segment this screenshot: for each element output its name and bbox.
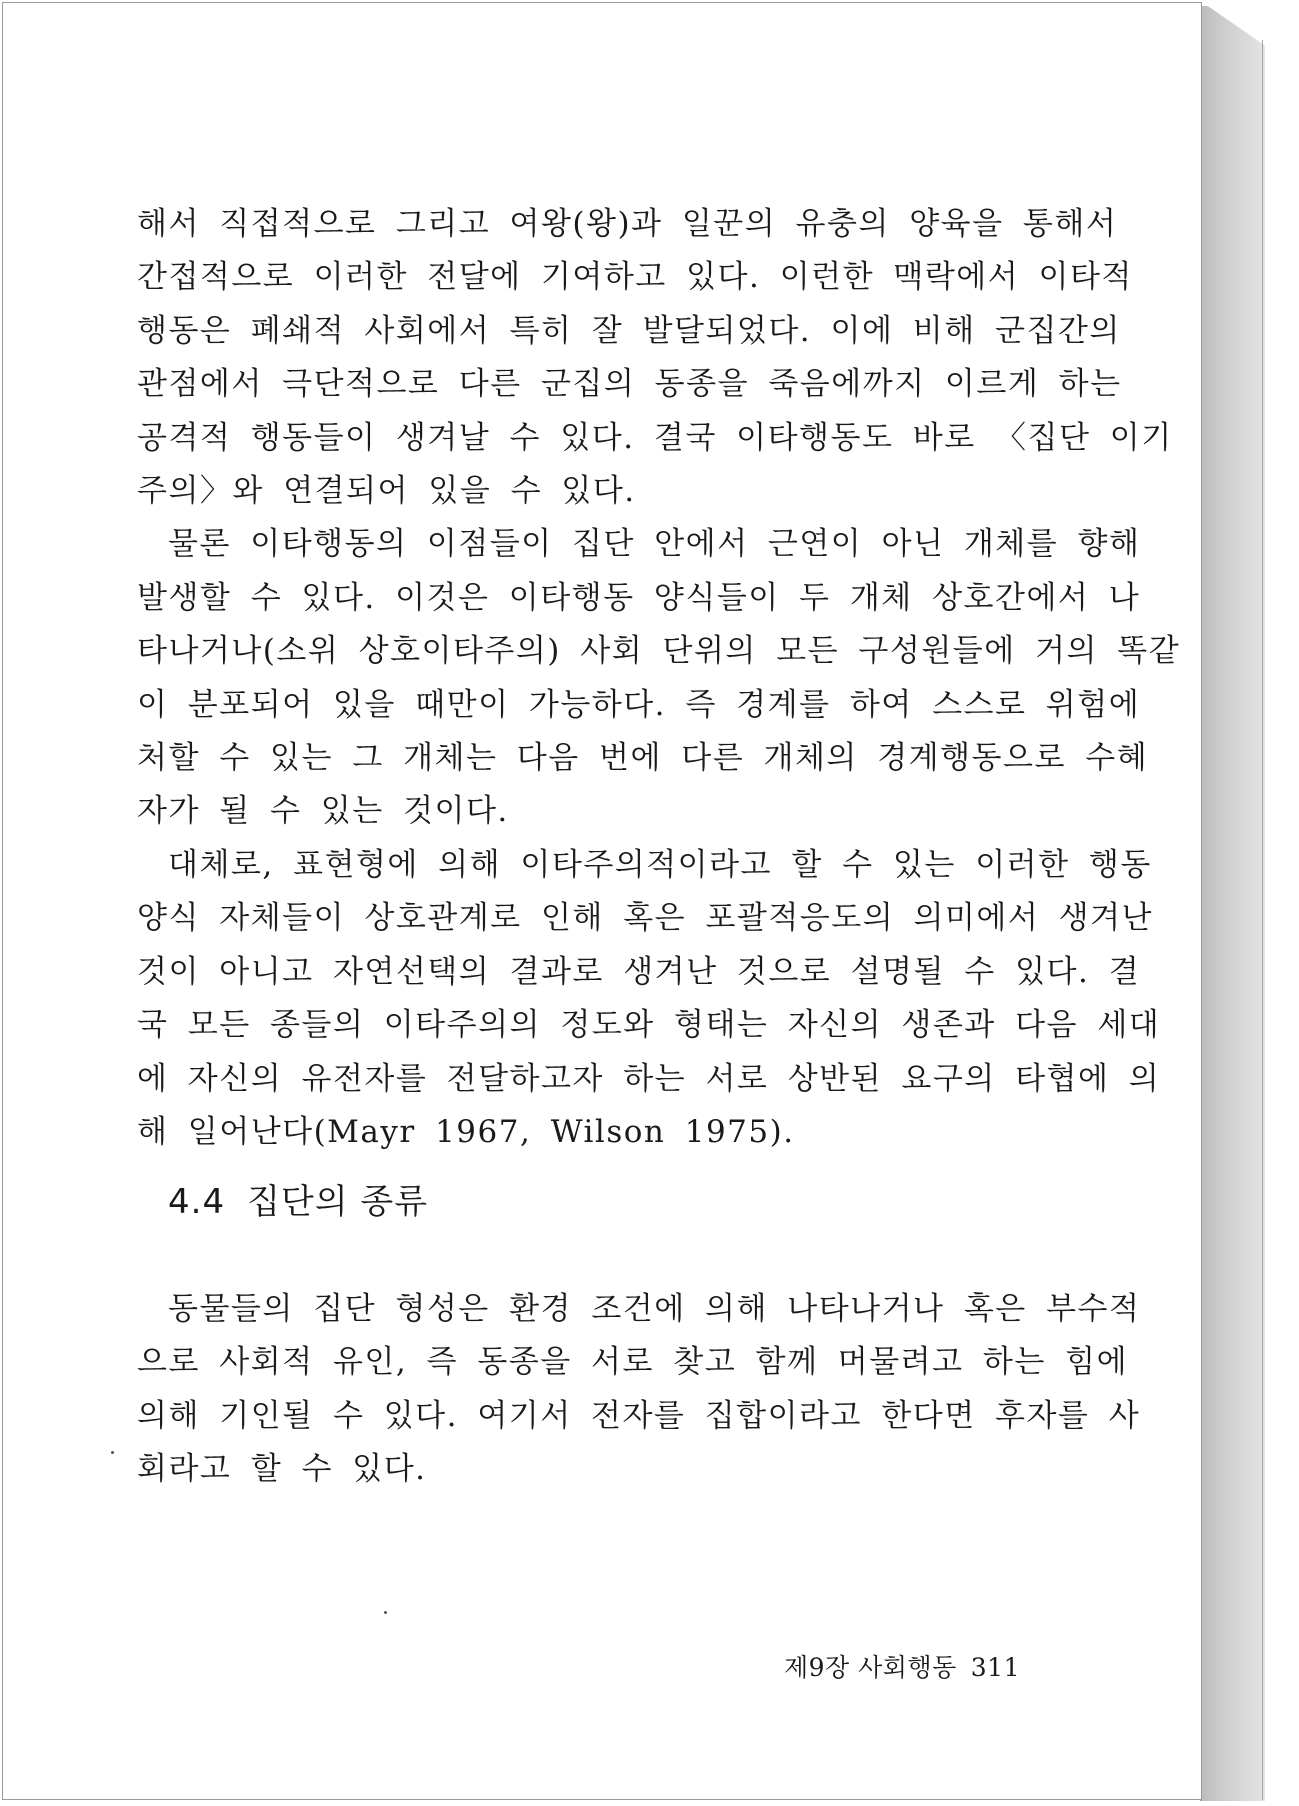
text-line: 공격적 행동들이 생겨날 수 있다. 결국 이타행동도 바로 〈집단 이기: [137, 419, 1173, 456]
text-line: 발생할 수 있다. 이것은 이타행동 양식들이 두 개체 상호간에서 나: [137, 579, 1141, 616]
text-line: 것이 아니고 자연선택의 결과로 생겨난 것으로 설명될 수 있다. 결: [137, 953, 1141, 990]
chapter-title: 제9장 사회행동: [784, 1653, 957, 1682]
text-line: 이 분포되어 있을 때만이 가능하다. 즉 경계를 하여 스스로 위험에: [137, 686, 1141, 723]
text-line: 행동은 폐쇄적 사회에서 특히 잘 발달되었다. 이에 비해 군집간의: [137, 312, 1121, 349]
text-line: 의해 기인될 수 있다. 여기서 전자를 집합이라고 한다면 후자를 사: [137, 1397, 1141, 1434]
text-line: 처할 수 있는 그 개체는 다음 번에 다른 개체의 경계행동으로 수혜: [137, 740, 1149, 777]
text-line: 해서 직접적으로 그리고 여왕(왕)과 일꾼의 유충의 양육을 통해서: [137, 206, 1118, 242]
text-line: 주의〉와 연결되어 있을 수 있다.: [137, 473, 636, 510]
page-edge-line: [1262, 40, 1263, 1800]
body-text-bottom: [137, 1283, 1141, 1497]
page-footer: [784, 1648, 1020, 1684]
text-line: 양식 자체들이 상호관계로 인해 혹은 포괄적응도의 의미에서 생겨난: [137, 900, 1153, 937]
text-line: 동물들의 집단 형성은 환경 조건에 의해 나타나거나 혹은 부수적: [168, 1291, 1141, 1327]
text-line: 국 모든 종들의 이타주의의 정도와 형태는 자신의 생존과 다음 세대: [137, 1007, 1161, 1044]
text-line: 대체로, 표현형에 의해 이타주의적이라고 할 수 있는 이러한 행동: [168, 846, 1152, 883]
text-line: 물론 이타행동의 이점들이 집단 안에서 근연이 아닌 개체를 향해: [168, 526, 1141, 563]
text-line: 으로 사회적 유인, 즉 동종을 서로 찾고 함께 머물려고 하는 힘에: [137, 1344, 1129, 1381]
section-number: 4.4: [168, 1182, 226, 1222]
page-edge-shadow: [1200, 6, 1265, 1801]
text-line: 해 일어난다(Mayr 1967, Wilson 1975).: [137, 1113, 795, 1150]
text-line: 자가 될 수 있는 것이다.: [137, 793, 509, 830]
body-text-top: [137, 198, 1181, 1159]
scan-speck: [384, 1611, 387, 1614]
section-title: 집단의 종류: [247, 1182, 429, 1222]
section-heading: [168, 1174, 428, 1223]
text-line: 간접적으로 이러한 전달에 기여하고 있다. 이런한 맥락에서 이타적: [137, 259, 1133, 296]
text-line: 회라고 할 수 있다.: [137, 1451, 427, 1488]
text-line: 관점에서 극단적으로 다른 군집의 동종을 죽음에까지 이르게 하는: [137, 366, 1122, 403]
text-line: 에 자신의 유전자를 전달하고자 하는 서로 상반된 요구의 타협에 의: [137, 1060, 1161, 1097]
text-line: 타나거나(소위 상호이타주의) 사회 단위의 모든 구성원들에 거의 똑같: [137, 633, 1181, 670]
page-number: 311: [970, 1653, 1020, 1682]
scan-speck: [111, 1451, 114, 1454]
